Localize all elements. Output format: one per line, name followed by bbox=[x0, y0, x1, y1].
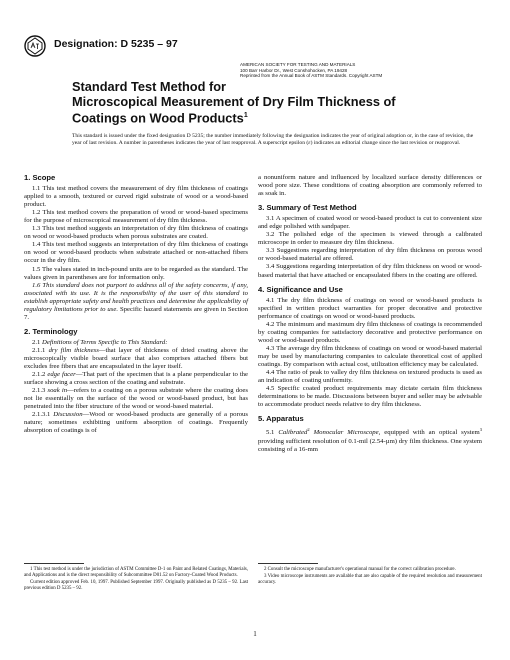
document-title bbox=[72, 80, 472, 126]
section-heading-scope: 1. Scope bbox=[24, 173, 56, 182]
designation: Designation: D 5235 – 97 bbox=[54, 38, 178, 50]
apparatus-term: Calibrated bbox=[278, 429, 308, 437]
publisher-line: AMERICAN SOCIETY FOR TESTING AND MATERIALS bbox=[240, 62, 356, 67]
footnote: 2 Consult the microscope manufacturer's operational manual for the correct calibration procedure. bbox=[264, 567, 456, 572]
footnote-rule bbox=[24, 563, 84, 564]
definition bbox=[24, 371, 248, 387]
title-line: Microscopical Measurement of Dry Film Thickness of bbox=[72, 93, 396, 109]
defined-term: edge facer bbox=[47, 371, 76, 379]
clause-heading: Definitions of Terms Specific to This Standard: bbox=[42, 338, 168, 346]
paragraph: 4.1 The dry film thickness of coatings on wood or wood-based products is specified in written product warranties for proper decorative and protective performance of coatings on wood or wood-based products. bbox=[258, 296, 482, 320]
footnote: 3 Video microscope instruments are available that are also capable of the required resolution and measurement accuracy. bbox=[258, 573, 482, 585]
title-line bbox=[72, 109, 472, 126]
title-footnote-mark: 1 bbox=[243, 112, 248, 119]
definition bbox=[24, 347, 248, 371]
definition-text: —That part of the specimen that is a plane perpendicular to the surface showing a cross section of the coating and substrate. bbox=[24, 371, 248, 387]
defined-term: Discussion bbox=[53, 411, 83, 419]
paragraph: 1.3 This test method suggests an interpretation of dry film thickness of coatings on wood or wood-based products when porous substrates are coated. bbox=[24, 225, 248, 241]
clause-number: 2.1.3 bbox=[32, 387, 48, 395]
footnote-mark: 3 bbox=[479, 427, 482, 433]
section-heading-summary: 3. Summary of Test Method bbox=[258, 203, 357, 213]
paragraph: 1.1 This test method covers the measurement of dry film thickness of coatings applied to a smooth, textured or curved rigid substrate of wood or a wood-based product. bbox=[24, 185, 248, 209]
footnote: 1 This test method is under the jurisdiction of ASTM Committee D-1 on Paint and Related Coatings, Materials, and Applications and is the direct responsibility of Subcommittee D01.52 on Factory-Coated Wood Products. bbox=[24, 567, 248, 578]
clause-number: 5.1 bbox=[266, 429, 279, 437]
section-heading-terminology: 2. Terminology bbox=[24, 326, 78, 336]
paragraph: 1.2 This test method covers the preparation of wood or wood-based specimens for the purpose of microscopical measurement of dry film thickness. bbox=[24, 209, 248, 225]
left-column bbox=[24, 174, 248, 435]
footnote-rule bbox=[258, 563, 318, 564]
paragraph bbox=[24, 339, 248, 347]
section-heading-apparatus: 5. Apparatus bbox=[258, 414, 304, 424]
paragraph bbox=[24, 282, 248, 322]
clause-number: 2.1.1 bbox=[32, 346, 49, 354]
apparatus-text: , equipped with an optical system bbox=[378, 429, 480, 437]
publisher-block bbox=[240, 62, 500, 79]
paragraph: 4.3 The average dry film thickness of coatings on wood or wood-based material may be used by manufacturing companies to calculate theoretical cost of applied coatings. By comparison with actual cost, utilization efficiency may be calculated. bbox=[258, 344, 482, 368]
publisher-line: 100 Barr Harbor Dr., West Conshohocken, PA 19428 bbox=[240, 67, 348, 73]
publisher-line: Reprinted from the Annual Book of ASTM Standards. Copyright ASTM bbox=[240, 73, 383, 79]
section-heading-significance: 4. Significance and Use bbox=[258, 284, 343, 294]
defined-term: dry film thickness bbox=[48, 346, 99, 354]
paragraph: 3.1 A specimen of coated wood or wood-based product is cut to convenient size and edge polished with sandpaper. bbox=[258, 215, 482, 231]
footnotes-left bbox=[24, 563, 248, 593]
definition bbox=[24, 387, 248, 411]
footnote: Current edition approved Feb. 10, 1997. Published September 1997. Originally published as D 5235 – 92. Last previous edition D 5235 – 92. bbox=[24, 579, 248, 591]
paragraph: 1.4 This test method suggests an interpretation of dry film thickness of coatings on wood or wood-based products when substrate attached or non-attached fibers occur in the dry film. bbox=[24, 241, 248, 265]
defined-term: soak in bbox=[47, 387, 68, 395]
safety-caveat-tail: Specific hazard statements are given in Section 7. bbox=[24, 305, 248, 321]
right-column bbox=[258, 174, 482, 454]
paragraph: 1.5 The values stated in inch-pound units are to be regarded as the standard. The values given in parentheses are for information only. bbox=[24, 265, 248, 281]
paragraph: 3.3 Suggestions regarding interpretation of dry film thickness on porous wood or wood-based material are offered. bbox=[258, 247, 482, 263]
clause-number: 2.1 bbox=[32, 338, 43, 346]
paragraph: 3.2 The polished edge of the specimen is viewed through a calibrated microscope in order to measure dry film thickness. bbox=[258, 231, 482, 247]
paragraph-continued: a nonuniform nature and influenced by localized surface density differences or wood pore size. These conditions of coating absorption are commonly referred to as soak in. bbox=[258, 174, 482, 198]
title-line: Standard Test Method for bbox=[72, 79, 227, 94]
footnotes-right bbox=[258, 563, 482, 587]
apparatus-term: Monocular Microscope bbox=[309, 429, 379, 437]
paragraph: 4.4 The ratio of peak to valley dry film thickness on textured products is used as an indication of coating uniformity. bbox=[258, 369, 482, 385]
paragraph: 4.2 The minimum and maximum dry film thickness of coatings is recommended by coating companies for satisfactory decorative and protective performance on wood or wood-based products. bbox=[258, 320, 482, 344]
astm-logo-icon bbox=[24, 35, 46, 57]
apparatus-text: providing sufficient resolution of 0.1-mil (2.54-µm) dry film thickness. One system consisting of a 16-mm bbox=[258, 437, 482, 453]
safety-caveat: 1.6 This standard does not purport to address all of the safety concerns, if any, associated with its use. It is the responsibility of the user of this standard to establish appropriate safety and health practices and determine the applicability of regulatory limitations prior to use. bbox=[24, 281, 248, 313]
standard-notice: This standard is issued under the fixed designation D 5235; the number immediately following the designation indicates the year of original adoption or, in the case of revision, the year of last revision. A number in parentheses indicates the year of last reapproval. A superscript epsilon (ε) indicates an editorial change since the last revision or reapproval. bbox=[72, 133, 474, 147]
paragraph: 4.5 Specific coated product requirements may dictate certain film thickness determinations to be made. Discussions between buyer and seller may be advisable to accommodate product needs relative to dry film thickness. bbox=[258, 385, 482, 409]
definition bbox=[24, 411, 248, 435]
paragraph: 3.4 Suggestions regarding interpretation of dry film thickness on wood or wood-based material that have attached or encapsulated fibers in the coating are offered. bbox=[258, 263, 482, 279]
paragraph bbox=[258, 426, 482, 453]
clause-number: 2.1.3.1 bbox=[32, 411, 54, 419]
footnote-mark: 2 bbox=[307, 427, 310, 433]
definition-text: —refers to a coating on a porous substrate where the coating does not lie essentially on the surface of the wood or wood-based product, but has penetrated into the fiber structure of the wood or wood-based material. bbox=[24, 387, 248, 411]
page-number: 1 bbox=[253, 630, 257, 638]
clause-number: 2.1.2 bbox=[32, 371, 48, 379]
definition-text: —Wood or wood-based products are generally of a porous nature; sometimes exhibiting uniform absorption of coatings. Frequently absorption of coatings is of bbox=[24, 411, 249, 435]
title-line-text: Coatings on Wood Products bbox=[72, 110, 244, 126]
definition-text: —that layer of thickness of dried coating above the microscopically visible board surface that also comprises attached fibers but excludes free fibers that are encapsulated in the layer itself. bbox=[24, 346, 248, 371]
